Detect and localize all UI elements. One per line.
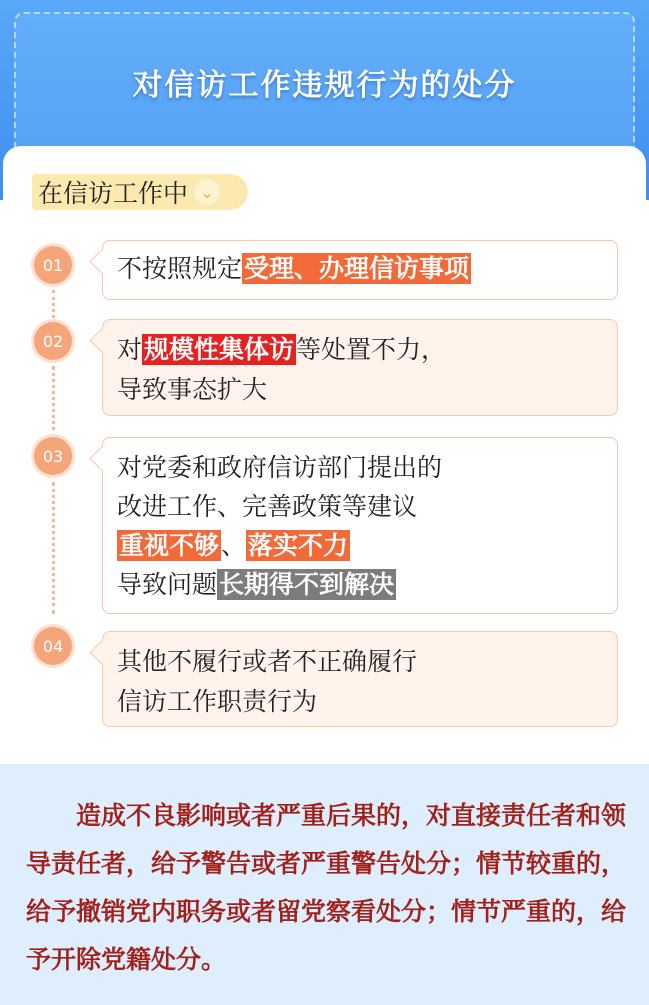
- item-text: 对: [117, 335, 143, 364]
- list-item: [102, 240, 618, 300]
- highlight-text: 受理、办理信访事项: [244, 254, 470, 283]
- item-text: 等处置不力，: [296, 335, 447, 364]
- highlight-text: 规模性集体访: [144, 335, 295, 364]
- list-item: [102, 437, 618, 614]
- timeline-connector: [52, 482, 55, 614]
- item-text: 导致问题: [117, 570, 218, 599]
- item-text: 、: [221, 531, 247, 560]
- item-text: 不按照规定: [117, 254, 243, 283]
- list-item: [102, 631, 618, 727]
- highlight-text: 重视不够: [119, 531, 220, 560]
- timeline-connector: [52, 290, 55, 324]
- item-text: 对党委和政府信访部门提出的: [117, 453, 443, 482]
- list-item: [102, 319, 618, 416]
- section-label: 在信访工作中: [38, 179, 189, 208]
- highlight-text: 长期得不到解决: [219, 570, 395, 599]
- item-text: 其他不履行或者不正确履行: [117, 647, 418, 676]
- timeline-connector: [52, 366, 55, 438]
- section-tag: [32, 174, 248, 210]
- page-title: 对信访工作违规行为的处分: [132, 68, 517, 103]
- item-text: 导致事态扩大: [117, 375, 268, 404]
- item-text: 信访工作职责行为: [117, 687, 318, 716]
- penalty-paragraph: 造成不良影响或者严重后果的，对直接责任者和领导责任者，给予警告或者严重警告处分；情节较重的，给予撤销党内职务或者留党察看处分；情节严重的，给予开除党籍处分。: [26, 801, 627, 974]
- item-text: 改进工作、完善政策等建议: [117, 492, 418, 521]
- highlight-text: 落实不力: [248, 531, 349, 560]
- chevron-down-icon: ⌄: [194, 179, 220, 205]
- item-number-badge: 04: [34, 627, 72, 665]
- item-number-badge: 03: [34, 437, 72, 475]
- item-number-badge: 01: [34, 246, 72, 284]
- item-number-badge: 02: [34, 322, 72, 360]
